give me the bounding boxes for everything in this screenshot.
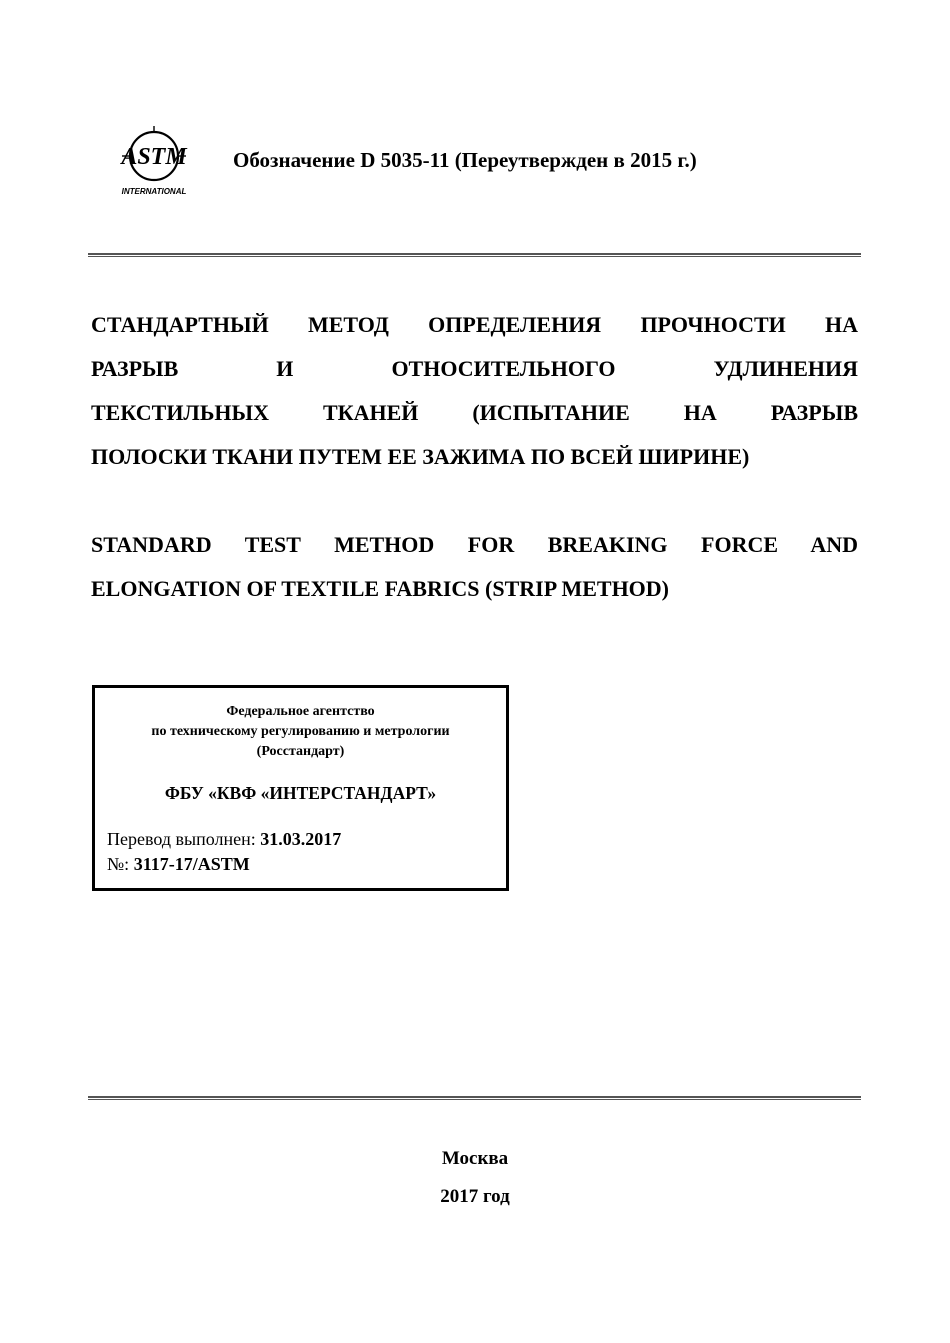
number-label: №: (107, 854, 134, 874)
year: 2017 год (440, 1186, 510, 1207)
title-en-line: ELONGATION OF TEXTILE FABRICS (STRIP METHOD) (91, 576, 670, 601)
translated-date: 31.03.2017 (260, 829, 342, 849)
organization-name: ФБУ «КВФ «ИНТЕРСТАНДАРТ» (164, 783, 437, 803)
title-ru-line: ПОЛОСКИ ТКАНИ ПУТЕМ ЕЕ ЗАЖИМА ПО ВСЕЙ ШИРИНЕ) (91, 444, 750, 469)
translation-stamp (92, 685, 509, 891)
agency-line: (Росстандарт) (256, 744, 345, 759)
title-en-line: STANDARD TEST METHOD FOR BREAKING FORCE AND (91, 532, 858, 557)
bottom-divider (88, 1096, 861, 1100)
top-divider (88, 253, 861, 257)
title-ru-line: РАЗРЫВ И ОТНОСИТЕЛЬНОГО УДЛИНЕНИЯ (91, 356, 858, 381)
logo-text-top: ASTM (121, 144, 187, 170)
agency-block (95, 702, 506, 762)
title-english (91, 523, 858, 611)
title-ru-line: СТАНДАРТНЫЙ МЕТОД ОПРЕДЕЛЕНИЯ ПРОЧНОСТИ НА (91, 312, 858, 337)
astm-logo (112, 126, 196, 198)
title-russian (91, 303, 858, 479)
city: Москва (441, 1148, 509, 1169)
agency-line: Федеральное агентство (226, 704, 375, 719)
translation-info (107, 827, 341, 877)
agency-line: по техническому регулированию и метрологии (151, 724, 450, 739)
title-ru-line: ТЕКСТИЛЬНЫХ ТКАНЕЙ (ИСПЫТАНИЕ НА РАЗРЫВ (91, 400, 858, 425)
logo-text-bottom: INTERNATIONAL (121, 187, 187, 196)
number-value: 3117-17/ASTM (133, 854, 250, 874)
translated-label: Перевод выполнен: (107, 829, 261, 849)
document-designation: Обозначение D 5035-11 (Переутвержден в 2015 г.) (233, 148, 697, 172)
